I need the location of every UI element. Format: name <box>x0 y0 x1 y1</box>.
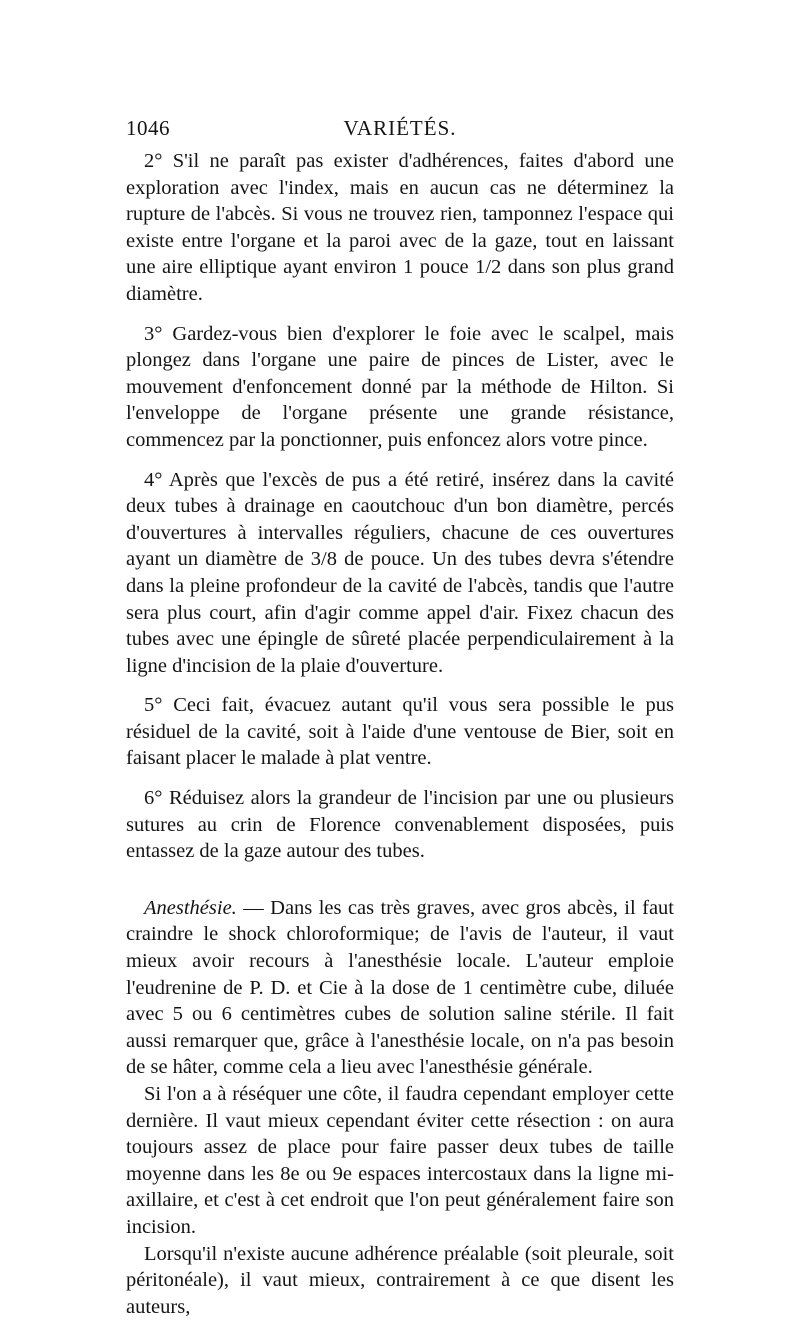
paragraph-adherence: Lorsqu'il n'existe aucune adhérence préalable (soit pleurale, soit péritonéale), il vaut mieux, contrairement à ce que disent les auteurs, <box>126 1242 674 1318</box>
paragraph-step-2: 2° S'il ne paraît pas exister d'adhérences, faites d'abord une exploration avec l'index, mais en aucun cas ne déterminez la rupture de l'abcès. Si vous ne trouvez rien, tamponnez l'espace qui existe entre l'organe et la paroi avec de la gaze, tout en laissant une aire elliptique ayant environ 1 pouce 1/2 dans son plus grand diamètre. <box>126 150 674 305</box>
page-header <box>126 116 674 144</box>
paragraph-step-4: 4° Après que l'excès de pus a été retiré, insérez dans la cavité deux tubes à drainage en caoutchouc d'un bon diamètre, percés d'ouvertures à intervalles réguliers, chacune de ces ouvertures ayant un diamètre de 3/8 de pouce. Un des tubes devra s'étendre dans la pleine profondeur de la cavité de l'abcès, tandis que l'autre sera plus court, afin d'agir comme appel d'air. Fixez chacun des tubes avec une épingle de sûreté placée perpendiculairement à la ligne d'incision de la plaie d'ouverture. <box>126 468 674 677</box>
paragraph-step-3: 3° Gardez-vous bien d'explorer le foie avec le scalpel, mais plongez dans l'organe une paire de pinces de Lister, avec le mouvement d'enfoncement donné par la méthode de Hilton. Si l'enveloppe de l'organe présente une grande résistance, commencez par la ponctionner, puis enfoncez alors votre pince. <box>126 322 674 451</box>
page-number: 1046 <box>126 116 170 140</box>
paragraph-step-6: 6° Réduisez alors la grandeur de l'incision par une ou plusieurs sutures au crin de Florence convenablement disposées, puis entassez de la gaze autour des tubes. <box>126 787 674 863</box>
running-title: VARIÉTÉS. <box>343 116 457 140</box>
paragraph-anesthesie-text: — Dans les cas très graves, avec gros abcès, il faut craindre le shock chloroformique; de l'avis de l'auteur, il vaut mieux avoir recours à l'anesthésie locale. L'auteur emploie l'eudrenine de P. D. et Cie à la dose de 1 centimètre cube, diluée avec 5 ou 6 centimètres cubes de solution saline stérile. Il fait aussi remarquer que, grâce à l'anesthésie locale, on n'a pas besoin de se hâter, comme cela a lieu avec l'anesthésie générale. <box>126 896 674 1079</box>
paragraph-step-5: 5° Ceci fait, évacuez autant qu'il vous sera possible le pus résiduel de la cavité, soit à l'aide d'une ventouse de Bier, soit en faisant placer le malade à plat ventre. <box>126 694 674 770</box>
section-heading-anesthesie: Anesthésie. <box>144 896 237 919</box>
paragraph-anesthesie <box>126 895 674 1081</box>
paragraph-resection: Si l'on a à réséquer une côte, il faudra cependant employer cette dernière. Il vaut mieux cependant éviter cette résection : on aura toujours assez de place pour faire passer deux tubes de taille moyenne dans les 8e ou 9e espaces intercostaux dans la ligne mi-axillaire, et c'est à cet endroit que l'on peut généralement faire son incision. <box>126 1083 674 1238</box>
page-body <box>126 148 674 1320</box>
